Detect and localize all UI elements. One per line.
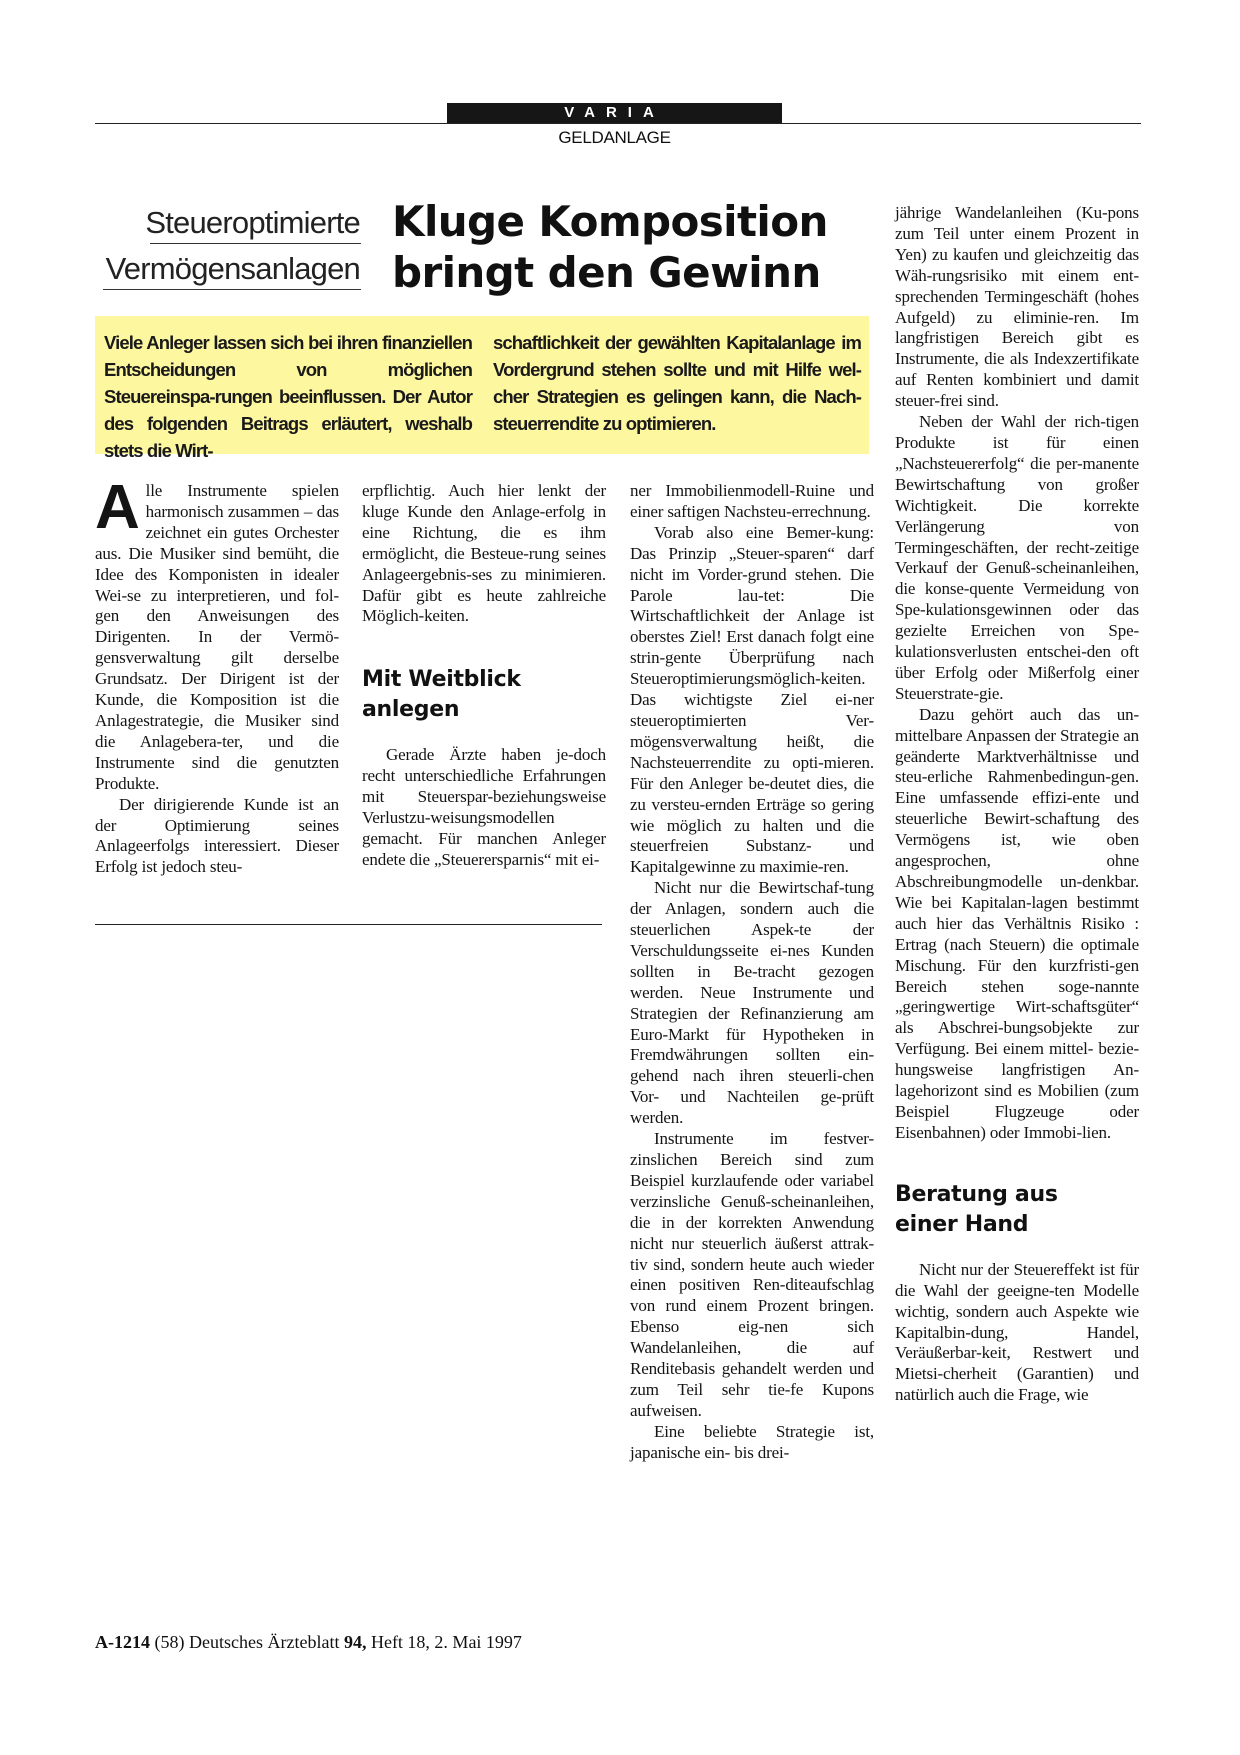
col3-paragraph-2: Vorab also eine Bemer-kung: Das Prinzip „Steuer-sparen“ darf nicht im Vorder-grund stehen. Die Parole lau-tet: Die Wirtschaftlichkeit der Anlage ist oberstes Ziel! Erst danach folgt eine strin-gente Überprüfung nach Steueroptimierungsmöglich-keiten. Das wichtigste Ziel ei-ner steueroptimierten Ver-mögensverwaltung heißt, die Nachsteuerrendite zu opti-mieren. Für den Anleger be-deutet dies, die zu versteu-ernden Erträge so gering wie möglich zu halten und die steuerfreien Substanz- und Kapitalgewinne zu maximie-ren. <box>630 522 874 877</box>
headline-line-1: Kluge Komposition <box>392 197 828 246</box>
kicker-line-1: Steueroptimierte <box>145 205 360 240</box>
body-column-4 <box>895 203 1139 1406</box>
header-rule <box>95 123 1141 124</box>
teaser-text-left: Viele Anleger lassen sich bei ihren finanziellen Entscheidungen von möglichen Steuereinspa-rungen beeinflussen. Der Autor des folgenden Beitrags erläutert, weshalb stets die Wirt- <box>104 332 472 461</box>
teaser-text-right: schaftlichkeit der gewählten Kapitalanlage im Vordergrund stehen sollte und mit Hilfe wel-cher Strategien es gelingen kann, die Nach-steuerrendite zu optimieren. <box>493 332 861 434</box>
subhead-beratung <box>895 1180 1139 1240</box>
section-label: GELDANLAGE <box>558 128 671 147</box>
subhead-weitblick-line-1: Mit Weitblick <box>362 667 521 693</box>
footer-issue-date: Heft 18, 2. Mai 1997 <box>370 1632 522 1652</box>
col3-paragraph-5: Eine beliebte Strategie ist, japanische ein- bis drei- <box>630 1421 874 1462</box>
body-column-1 <box>95 473 339 878</box>
col2-paragraph-2: Gerade Ärzte haben je-doch recht unterschiedliche Erfahrungen mit Steuerspar-beziehungsweise Verlustzu-weisungsmodellen gemacht. Für manchen Anleger endete die „Steuerersparnis“ mit ei- <box>362 745 606 869</box>
kicker-rule-2 <box>103 289 361 290</box>
subhead-beratung-line-1: Beratung aus <box>895 1181 1058 1207</box>
footer-page-number: (58) <box>154 1632 185 1652</box>
body-column-2 <box>362 481 606 871</box>
col3-paragraph-1: ner Immobilienmodell-Ruine und einer saftigen Nachsteu-errechnung. <box>630 481 874 521</box>
drop-cap: A <box>95 473 140 542</box>
col1-paragraph-1: lle Instrumente spielen harmonisch zusammen – das zeichnet ein gutes Orchester aus. Die Musiker sind bemüht, die Idee des Komponisten in idealer Wei-se zu interpretieren, und fol-gen den Anweisungen des Dirigenten. In der Vermö-gensverwaltung gilt derselbe Grundsatz. Der Dirigent ist der Kunde, die Komposition ist die Anlagestrategie, die Musiker sind die Anlagebera-ter, und die Instrumente sind die genutzten Produkte. <box>95 481 339 793</box>
col2-paragraph-1: erpflichtig. Auch hier lenkt der kluge Kunde den Anlage-erfolg in eine Richtung, die es ihm ermöglicht, die Besteue-rung seines Anlageergebnis-ses zu minimieren. Dafür gibt es heute zahlreiche Möglich-keiten. <box>362 481 606 626</box>
col4-paragraph-4: Nicht nur der Steuereffekt ist für die Wahl der geeigne-ten Modelle wichtig, sondern auch Aspekte wie Kapitalbin-dung, Handel, Veräußerbar-keit, Restwert und Mietsi-cherheit (Garantien) und natürlich auch die Frage, wie <box>895 1259 1139 1405</box>
column-end-rule <box>95 924 602 925</box>
footer-journal: Deutsches Ärzteblatt <box>189 1632 340 1652</box>
subhead-beratung-line-2: einer Hand <box>895 1211 1029 1237</box>
rubric-bar: VARIA <box>447 103 782 123</box>
col3-paragraph-4: Instrumente im festver-zinslichen Bereich sind zum Beispiel kurzlaufende oder variabel verzinsliche Genuß-scheinanleihen, die in der korrekten Anwendung nicht nur steuerlich äußerst attrak-tiv sind, sondern heute auch wieder einen positiven Ren-diteaufschlag von rund einem Prozent bringen. Ebenso eig-nen sich Wandelanleihen, die auf Renditebasis gehandelt werden und zum Teil sehr tie-fe Kupons aufweisen. <box>630 1129 874 1420</box>
kicker-line-2: Vermögensanlagen <box>105 251 360 286</box>
subhead-weitblick <box>362 665 606 725</box>
teaser-box <box>95 316 869 461</box>
footer-page-code: A-1214 <box>95 1632 150 1652</box>
col3-paragraph-3: Nicht nur die Bewirtschaf-tung der Anlagen, sondern auch die steuerlichen Aspek-te der Verschuldungsseite ei-nes Kunden sollten in Be-tracht gezogen werden. Neue Instrumente und Strategien der Refinanzierung am Euro-Markt für Hypotheken in Fremdwährungen sollten ein-gehend nach ihren steuerli-chen Vor- und Nachteilen ge-prüft werden. <box>630 878 874 1128</box>
col4-paragraph-1: jährige Wandelanleihen (Ku-pons zum Teil unter einem Prozent in Yen) zu kaufen und gleichzeitig das Wäh-rungsrisiko mit einem ent-sprechenden Termingeschäft (hohes Aufgeld) zu eliminie-ren. Im langfristigen Bereich gibt es Instrumente, die als Indexzertifikate auf Renten kombiniert und damit steuer-frei sind. <box>895 203 1139 411</box>
page-footer <box>95 1632 522 1653</box>
headline <box>392 196 862 298</box>
col1-paragraph-2: Der dirigierende Kunde ist an der Optimierung seines Anlageerfolgs interessiert. Dieser Erfolg ist jedoch steu- <box>95 794 339 877</box>
col4-paragraph-3: Dazu gehört auch das un-mittelbare Anpassen der Strategie an geänderte Marktverhältnisse und steu-erliche Rahmenbedingun-gen. Eine umfassende effizi-ente und steuerliche Bewirt-schaftung des Vermögens ist, wie oben angesprochen, ohne Abschreibungmodelle un-denkbar. Wie bei Kapitalan-lagen bestimmt auch hier das Verhältnis Risiko : Ertrag (nach Steuern) die optimale Mischung. Für den kurzfristi-gen Bereich stehen soge-nannte „geringwertige Wirt-schaftsgüter“ als Abschrei-bungsobjekte zur Verfügung. Bei einem mittel- bezie-hungsweise langfristigen An-lagehorizont sind es Mobilien (zum Beispiel Flugzeuge oder Eisenbahnen) oder Immobi-lien. <box>895 704 1139 1142</box>
footer-volume: 94, <box>343 1632 367 1652</box>
col4-paragraph-2: Neben der Wahl der rich-tigen Produkte ist für einen „Nachsteuererfolg“ die per-manente Bewirtschaftung von großer Wichtigkeit. Die korrekte Verlängerung von Termingeschäften, der recht-zeitige Verkauf der Genuß-scheinanleihen, die konse-quente Vermeidung von Spe-kulationsgewinnen oder das gezielte Erreichen von Spe-kulationsverlusten entschei-den oft über Erfolg oder Mißerfolg einer Steuerstrate-gie. <box>895 412 1139 703</box>
body-column-3 <box>630 481 874 1464</box>
kicker-rule-1 <box>150 243 361 244</box>
subhead-weitblick-line-2: anlegen <box>362 697 460 723</box>
headline-line-2: bringt den Gewinn <box>392 248 821 297</box>
